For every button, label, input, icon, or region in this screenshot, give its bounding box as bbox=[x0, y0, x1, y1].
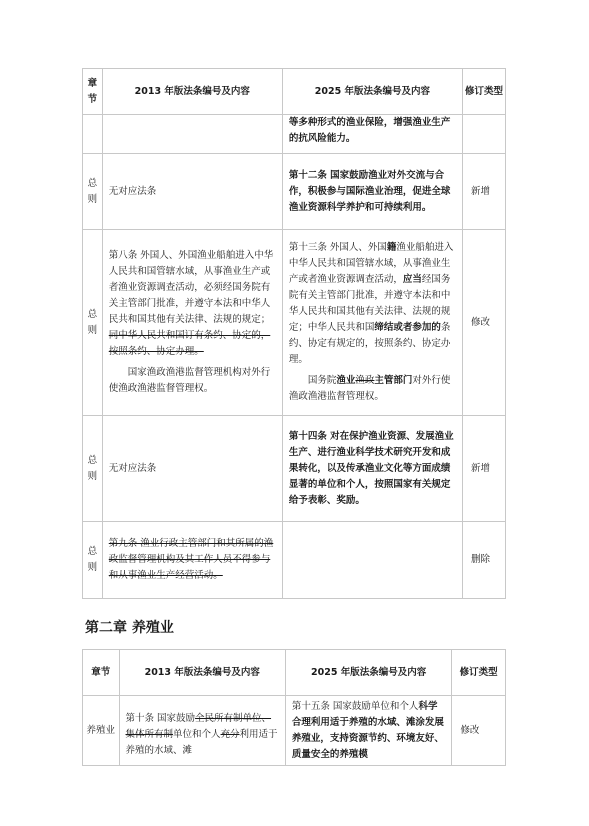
header-2013: 2013 年版法条编号及内容 bbox=[102, 69, 282, 115]
header-chapter: 章节 bbox=[83, 69, 103, 115]
revision-table-1 bbox=[82, 68, 506, 599]
chapter-cell: 总则 bbox=[83, 522, 103, 599]
type-cell: 修改 bbox=[462, 230, 505, 416]
revision-table-2 bbox=[82, 649, 506, 766]
header-2025: 2025 年版法条编号及内容 bbox=[282, 69, 462, 115]
header-type: 修订类型 bbox=[462, 69, 505, 115]
new-cell bbox=[282, 522, 462, 599]
chapter-cell bbox=[83, 115, 103, 154]
type-cell bbox=[462, 115, 505, 154]
header-2013: 2013 年版法条编号及内容 bbox=[119, 650, 285, 696]
table-header-row bbox=[83, 650, 506, 696]
table-row bbox=[83, 115, 506, 154]
table-row bbox=[83, 696, 506, 766]
new-cell: 等多种形式的渔业保险，增强渔业生产的抗风险能力。 bbox=[282, 115, 462, 154]
old-cell bbox=[102, 115, 282, 154]
chapter-cell: 养殖业 bbox=[83, 696, 120, 766]
new-cell: 第十四条 对在保护渔业资源、发展渔业生产、进行渔业科学技术研究开发和成果转化，以及传承渔业文化等方面成绩显著的单位和个人，按照国家有关规定给予表彰、奖励。 bbox=[282, 416, 462, 522]
table-header-row bbox=[83, 69, 506, 115]
old-cell: 第十条 国家鼓励全民所有制单位、集体所有制单位和个人充分利用适于养殖的水域、滩 bbox=[119, 696, 285, 766]
table-row bbox=[83, 154, 506, 230]
table-row bbox=[83, 522, 506, 599]
chapter-cell: 总则 bbox=[83, 416, 103, 522]
type-cell: 修改 bbox=[452, 696, 506, 766]
type-cell: 新增 bbox=[462, 416, 505, 522]
old-cell: 第九条 渔业行政主管部门和其所属的渔政监督管理机构及其工作人员不得参与和从事渔业生产经营活动。 bbox=[102, 522, 282, 599]
new-cell: 第十三条 外国人、外国籍渔业船舶进入中华人民共和国管辖水域，从事渔业生产或者渔业资源调查活动，应当经国务院有关主管部门批准，并遵守本法和中华人民共和国其他有关法律、法规的规定；中华人民共和国缔结或者参加的条约、协定有规定的，按照条约、协定办理。 国务院渔业渔政主管部门对外行使渔政渔港监督管理权。 bbox=[282, 230, 462, 416]
type-cell: 删除 bbox=[462, 522, 505, 599]
header-2025: 2025 年版法条编号及内容 bbox=[285, 650, 451, 696]
new-cell: 第十二条 国家鼓励渔业对外交流与合作，积极参与国际渔业治理，促进全球渔业资源科学养护和可持续利用。 bbox=[282, 154, 462, 230]
chapter-heading: 第二章 养殖业 bbox=[85, 620, 174, 636]
old-cell: 第八条 外国人、外国渔业船舶进入中华人民共和国管辖水域，从事渔业生产或者渔业资源调查活动，必须经国务院有关主管部门批准，并遵守本法和中华人民共和国其他有关法律、法规的规定；同中华人民共和国订有条约、协定的，按照条约、协定办理。 国家渔政渔港监督管理机构对外行使渔政渔港监督管理权。 bbox=[102, 230, 282, 416]
header-type: 修订类型 bbox=[452, 650, 506, 696]
new-cell: 第十五条 国家鼓励单位和个人科学合理利用适于养殖的水域、滩涂发展养殖业，支持资源节约、环境友好、质量安全的养殖模 bbox=[285, 696, 451, 766]
chapter-cell: 总则 bbox=[83, 230, 103, 416]
type-cell: 新增 bbox=[462, 154, 505, 230]
table-row bbox=[83, 230, 506, 416]
chapter-cell: 总则 bbox=[83, 154, 103, 230]
old-cell: 无对应法条 bbox=[102, 154, 282, 230]
table-row bbox=[83, 416, 506, 522]
old-cell: 无对应法条 bbox=[102, 416, 282, 522]
header-chapter: 章节 bbox=[83, 650, 120, 696]
